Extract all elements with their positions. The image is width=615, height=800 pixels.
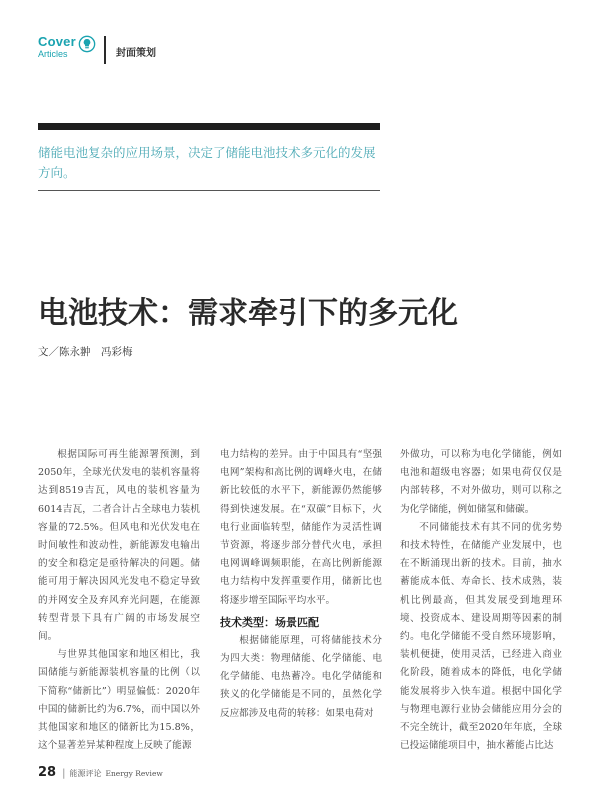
logo-word: Cover [38, 34, 76, 49]
paragraph: 与世界其他国家和地区相比，我国储能与新能源装机容量的比例（以下简称“储新比”）明显偏低：2020年中国的储新比约为6.7%，而中国以外其他国家和地区的储新比为15.8%，这个显著差异某种程度上反映了能源 [38, 649, 200, 752]
page-number: 28 [38, 765, 57, 780]
article-column-1 [38, 446, 200, 755]
paragraph: 根据储能原理，可将储能技术分为四大类：物理储能、化学储能、电化学储能、电热蓄冷。电化学储能和狭义的化学储能是不同的，虽然化学反应都涉及电荷的转移：如果电荷对 [220, 634, 382, 719]
article-column-2 [220, 446, 382, 723]
section-heading: 技术类型：场景匹配 [220, 615, 319, 629]
paragraph: 外做功，可以称为电化学储能，例如电池和超级电容器；如果电荷仅仅是内部转移，不对外做功，则可以称之为化学储能，例如储氢和储碳。 [400, 449, 562, 515]
article-title: 电池技术：需求牵引下的多元化 [38, 296, 458, 331]
section-label: 封面策划 [116, 48, 156, 59]
magazine-section-logo [38, 34, 108, 64]
article-column-3 [400, 446, 562, 755]
top-black-bar [38, 123, 380, 130]
lightbulb-icon [78, 35, 96, 53]
article-byline: 文／陈永翀 冯彩梅 [38, 346, 133, 358]
summary-rule [38, 190, 380, 191]
paragraph: 根据国际可再生能源署预测，到2050年，全球光伏发电的装机容量将达到8519吉瓦，风电的装机容量为6014吉瓦，二者合计占全球电力装机容量的72.5%。但风电和光伏发电在时间敏性和波动性，新能源发电输出的安全和稳定是亟待解决的问题。储能可用于解决因风光发电不稳定导致的并网安全及弃风弃光问题，在能源转型背景下具有广阔的市场发展空间。 [38, 449, 200, 643]
article-summary: 储能电池复杂的应用场景，决定了储能电池技术多元化的发展方向。 [38, 145, 376, 180]
paragraph: 不同储能技术有其不同的优劣势和技术特性，在储能产业发展中，也在不断涌现出新的技术。目前，抽水蓄能成本低、寿命长、技术成熟，装机比例最高，但其发展受到地理环境、投资成本、建设周期等因素的制约。电化学储能不受自然环境影响，装机便捷，使用灵活，已经进入商业化阶段，随着成本的降低，电化学储能发展将步入快车道。根据中国化学与物理电源行业协会储能应用分会的不完全统计，截至2020年年底，全球已投运储能项目中，抽水蓄能占比达 [400, 521, 562, 752]
magazine-name-en: Energy Review [105, 769, 163, 778]
magazine-name: 能源评论 [69, 769, 102, 778]
header-divider [104, 36, 106, 64]
footer-separator: | [62, 768, 66, 779]
paragraph: 电力结构的差异。由于中国具有“坚强电网”架构和高比例的调峰火电，在储新比较低的水平下，新能源仍然能够得到快速发展。在“双碳”目标下，火电行业面临转型，储能作为灵活性调节资源，将逐步部分替代火电，承担电网调峰调频职能，在高比例新能源电力结构中发挥重要作用，储新比也将逐步增至国际平均水平。 [220, 449, 382, 606]
logo-subtitle: Articles [38, 49, 68, 59]
page-footer [38, 765, 163, 780]
